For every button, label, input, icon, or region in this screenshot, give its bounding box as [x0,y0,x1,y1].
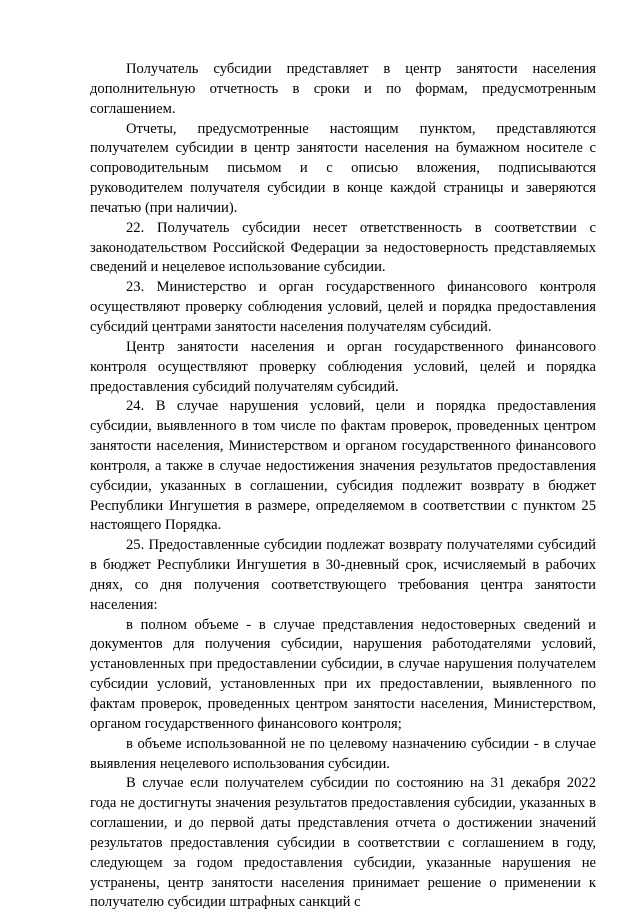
paragraph-item-22: 22. Получатель субсидии несет ответственность в соответствии с законодательством Российской Федерации за недостоверность представляемых сведений и нецелевое использование субсидии. [90,219,596,276]
paragraph-additional-reporting: Получатель субсидии представляет в центр занятости населения дополнительную отчетность в сроки и по формам, предусмотренным соглашением. [90,61,596,117]
paragraph-misuse-refund: в объеме использованной не по целевому назначению субсидии - в случае выявления нецелевого использования субсидии. [90,735,596,772]
paragraph-penalty-sanctions: В случае если получателем субсидии по состоянию на 31 декабря 2022 года не достигнуты значения результатов предоставления субсидии, указанных в соглашении, и до первой даты представления отчета о достижении значений результатов предоставления субсидии в соответствии с соглашением в году, следующем за годом предоставления субсидии, указанные нарушения не устранены, центр занятости населения принимает решение о применении к получателю субсидии штрафных санкций с [90,775,596,911]
paragraph-employment-center-control: Центр занятости населения и орган государственного финансового контроля осуществляют проверку соблюдения условий, целей и порядка предоставления субсидий получателям субсидий. [90,338,596,395]
paragraph-item-23: 23. Министерство и орган государственного финансового контроля осуществляют проверку соблюдения условий, целей и порядка предоставления субсидий центрами занятости населения получателям субсидий. [90,279,596,335]
paragraph-item-25: 25. Предоставленные субсидии подлежат возврату получателями субсидий в бюджет Республики Ингушетия в 30-дневный срок, исчисляемый в рабочих днях, со дня получения соответствующего требования центра занятости населения: [90,537,596,613]
paragraph-full-refund: в полном объеме - в случае представления недостоверных сведений и документов для получения субсидии, нарушения работодателями условий, установленных при предоставлении субсидии, в случае нарушения получателем субсидии условий, установленных при их предоставлении, выявленного по фактам проверок, проведенных центром занятости населения, Министерством, органом государственного финансового контроля; [90,616,596,732]
paragraph-item-24: 24. В случае нарушения условий, цели и порядка предоставления субсидии, выявленного в том числе по фактам проверок, проведенных центром занятости населения, Министерством и органом государственного финансового контроля, а также в случае недостижения значения результатов предоставления субсидии, указанных в соглашении, субсидия подлежит возврату в бюджет Республики Ингушетия в размере, определяемом в соответствии с пунктом 25 настоящего Порядка. [90,398,596,534]
document-body [90,60,596,913]
paragraph-reports-submission: Отчеты, предусмотренные настоящим пунктом, представляются получателем субсидии в центр занятости населения на бумажном носителе с сопроводительным письмом и с описью вложения, подписываются руководителем получателя субсидии в конце каждой страницы и заверяются печатью (при наличии). [90,120,596,216]
